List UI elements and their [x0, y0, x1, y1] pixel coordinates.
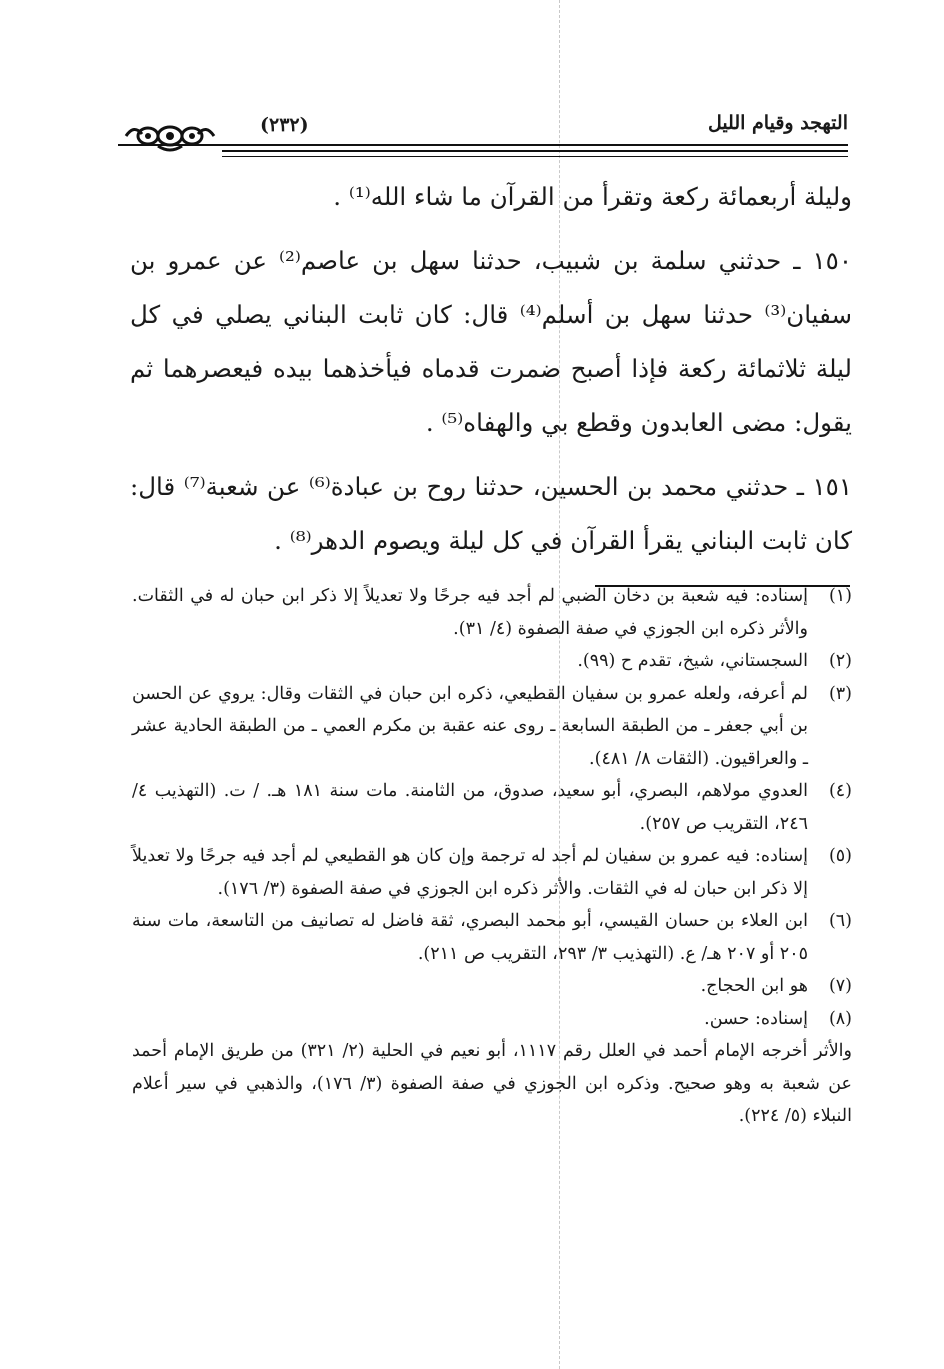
footnote [132, 1003, 852, 1036]
footnote-text: ابن العلاء بن حسان القيسي، أبو محمد البصري، ثقة فاضل له تصانيف من التاسعة، مات سنة ٢٠٥ أو ٢٠٧ هـ/ ع. (التهذيب ٣/ ٢٩٣، التقريب ص ٢١١). [132, 911, 808, 964]
footnote [132, 645, 852, 678]
footnote-number: (٥) [828, 846, 852, 866]
footnote-text: إسناده: حسن. [704, 1008, 808, 1029]
header-rule-top [118, 144, 848, 146]
footnote-number: (٤) [828, 781, 852, 801]
header-rule-bottom [222, 156, 848, 157]
footnote-text: السجستاني، شيخ، تقدم ح (٩٩). [577, 651, 808, 671]
paragraph: ١٥١ ـ حدثني محمد بن الحسين، حدثنا روح بن عبادة⁽⁶⁾ عن شعبة⁽⁷⁾ قال: كان ثابت البناني يقرأ القرآن في كل ليلة ويصوم الدهر⁽⁸⁾ . [130, 472, 852, 555]
footnote-text: العدوي مولاهم، البصري، أبو سعيد، صدوق، من الثامنة. مات سنة ١٨١ هـ. / ت. (التهذيب ٤/ ٢٤٦، التقريب ص ٢٥٧). [132, 781, 808, 834]
page-number: (٢٣٢) [260, 114, 309, 136]
chapter-title: التهجد وقيام الليل [707, 112, 848, 134]
footnote-number: (٣) [828, 683, 852, 704]
footnote [132, 840, 852, 905]
footnote-number: (٦) [828, 911, 852, 931]
footnote [132, 678, 852, 776]
footnote-number: (٧) [828, 976, 852, 996]
footnote [132, 905, 852, 970]
footnote [132, 580, 852, 645]
footnote-text: لم أعرفه، ولعله عمرو بن سفيان القطيعي، ذكره ابن حبان في الثقات وقال: يروي عن الحسن بن أبي جعفر ـ من الطبقة السابعة ـ روى عنه عقبة بن مكرم العمي ـ من الطبقة الحادية عشر ـ والعراقيون. (الثقات ٨/ ٤٨١). [132, 683, 808, 769]
footnote-text: إسناده: فيه شعبة بن دخان الضبي لم أجد فيه جرحًا ولا تعديلاً إلا ذكر ابن حبان له في الثقات. والأثر ذكره ابن الجوزي في صفة الصفوة (٤/ ٣١). [132, 586, 808, 639]
footnote-number: (٨) [828, 1008, 852, 1029]
footnote-text: إسناده: فيه عمرو بن سفيان لم أجد له ترجمة وإن كان هو القطيعي لم أجد فيه جرحًا ولا تعديلاً إلا ذكر ابن حبان له في الثقات. والأثر ذكره ابن الجوزي في صفة الصفوة (٣/ ١٧٦). [132, 846, 808, 899]
footnote [132, 970, 852, 1003]
footnote-number: (٢) [828, 651, 852, 671]
footnote-number: (١) [828, 586, 852, 606]
paragraph: ١٥٠ ـ حدثني سلمة بن شبيب، حدثنا سهل بن عاصم⁽²⁾ عن عمرو بن سفيان⁽³⁾ حدثنا سهل بن أسلم⁽⁴⁾ قال: كان ثابت البناني يصلي في كل ليلة ثلاثمائة ركعة فإذا أصبح ضمرت قدماه فيأخذهما بيده فيعصرهما ثم يقول: مضى العابدون وقطع بي والهفاه⁽⁵⁾ . [130, 246, 852, 437]
running-header [118, 108, 848, 158]
footnotes [132, 580, 852, 1133]
paragraph: وليلة أربعمائة ركعة وتقرأ من القرآن ما شاء الله⁽¹⁾ . [333, 182, 852, 211]
footnote [132, 775, 852, 840]
header-rule-middle [222, 150, 848, 152]
main-text [130, 170, 852, 568]
ornament-icon [118, 116, 222, 156]
closing-note: والأثر أخرجه الإمام أحمد في العلل رقم ١١١٧، أبو نعيم في الحلية (٢/ ٣٢١) من طريق الإمام أحمد عن شعبة به وهو صحيح. وذكره ابن الجوزي في صفة الصفوة (٣/ ١٧٦)، والذهبي في سير أعلام النبلاء (٥/ ٢٢٤). [132, 1041, 852, 1126]
footnote-text: هو ابن الحجاج. [700, 976, 808, 996]
